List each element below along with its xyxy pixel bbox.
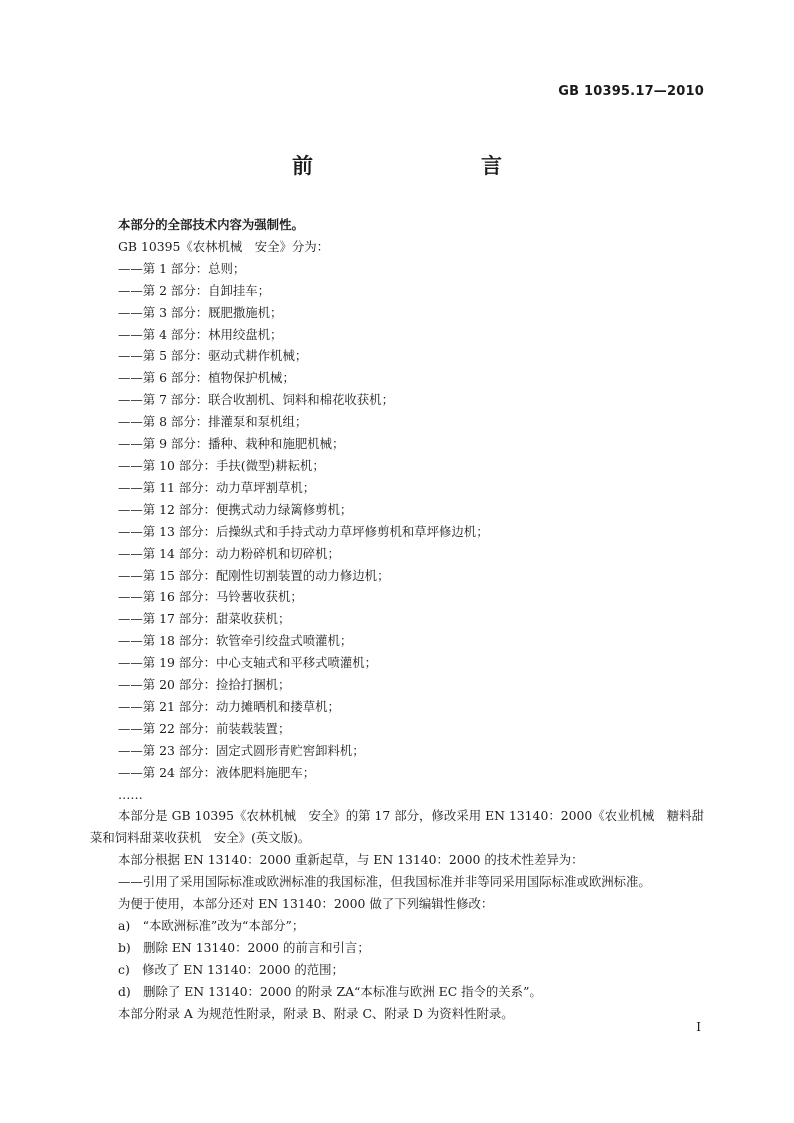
part-list-item: ——第 23 部分：固定式圆形青贮窖卸料机； xyxy=(118,742,365,758)
part-list-item: ——第 1 部分：总则； xyxy=(118,260,246,276)
standard-number: GB 10395.17—2010 xyxy=(558,84,704,99)
ellipsis: …… xyxy=(118,786,143,802)
part-list-item: ——第 21 部分：动力摊晒机和搂草机； xyxy=(118,698,340,714)
part-list-item: ——第 6 部分：植物保护机械； xyxy=(118,370,295,386)
part-list-item: ——第 10 部分：手扶(微型)耕耘机； xyxy=(118,457,325,473)
part-list-item: ——第 14 部分：动力粉碎机和切碎机； xyxy=(118,545,340,561)
part-list-item: ——第 15 部分：配刚性切割装置的动力修边机； xyxy=(118,567,390,583)
division-intro: GB 10395《农林机械 安全》分为： xyxy=(118,238,330,254)
part-list-item: ——第 11 部分：动力草坪割草机； xyxy=(118,479,316,495)
editorial-item: a) “本欧洲标准”改为“本部分”； xyxy=(118,918,305,933)
part-list-item: ——第 19 部分：中心支轴式和平移式喷灌机； xyxy=(118,655,378,671)
foreword-body xyxy=(90,214,704,1025)
part-list-item: ——第 16 部分：马铃薯收获机； xyxy=(118,589,303,605)
part-list-item: ——第 7 部分：联合收割机、饲料和棉花收获机； xyxy=(118,392,394,408)
part-list-item: ——第 3 部分：厩肥撒施机； xyxy=(118,304,283,320)
part-list-item: ——第 8 部分：排灌泵和泵机组； xyxy=(118,414,308,430)
this-part-statement: 本部分是 GB 10395《农林机械 安全》的第 17 部分，修改采用 EN 13140：2000《农业机械 糖料甜菜和饲料甜菜收获机 安全》(英文版)。 xyxy=(90,808,704,846)
annex-note: 本部分附录 A 为规范性附录，附录 B、附录 C、附录 D 为资料性附录。 xyxy=(118,1005,514,1021)
page-number: I xyxy=(696,1020,701,1034)
part-list-item: ——第 9 部分：播种、栽种和施肥机械； xyxy=(118,436,345,452)
redraft-statement: 本部分根据 EN 13140：2000 重新起草，与 EN 13140：2000 的技术性差异为： xyxy=(118,852,584,868)
editorial-item: d) 删除了 EN 13140：2000 的附录 ZA“本标准与欧洲 EC 指令的关系”。 xyxy=(118,983,542,999)
part-list-item: ——第 18 部分：软管牵引绞盘式喷灌机； xyxy=(118,633,353,649)
part-list-item: ——第 22 部分：前装载装置； xyxy=(118,720,291,736)
editorial-item: b) 删除 EN 13140：2000 的前言和引言； xyxy=(118,939,370,955)
page-title: 前 言 xyxy=(292,154,544,178)
part-list-item: ——第 24 部分：液体肥料施肥车； xyxy=(118,764,316,780)
mandatory-statement: 本部分的全部技术内容为强制性。 xyxy=(118,217,304,232)
editorial-item: c) 修改了 EN 13140：2000 的范围； xyxy=(118,961,344,977)
part-list-item: ——第 12 部分：便携式动力绿篱修剪机； xyxy=(118,501,353,517)
part-list-item: ——第 4 部分：林用绞盘机； xyxy=(118,326,283,342)
part-list-item: ——第 20 部分：捡拾打捆机； xyxy=(118,677,291,693)
editorial-intro: 为便于使用，本部分还对 EN 13140：2000 做了下列编辑性修改： xyxy=(118,896,494,912)
part-list-item: ——第 17 部分：甜菜收获机； xyxy=(118,611,291,627)
part-list-item: ——第 5 部分：驱动式耕作机械； xyxy=(118,348,308,364)
part-list-item: ——第 2 部分：自卸挂车； xyxy=(118,282,271,298)
part-list-item: ——第 13 部分：后操纵式和手持式动力草坪修剪机和草坪修边机； xyxy=(118,523,489,539)
technical-difference-item: ——引用了采用国际标准或欧洲标准的我国标准，但我国标准并非等同采用国际标准或欧洲标准。 xyxy=(118,874,651,890)
